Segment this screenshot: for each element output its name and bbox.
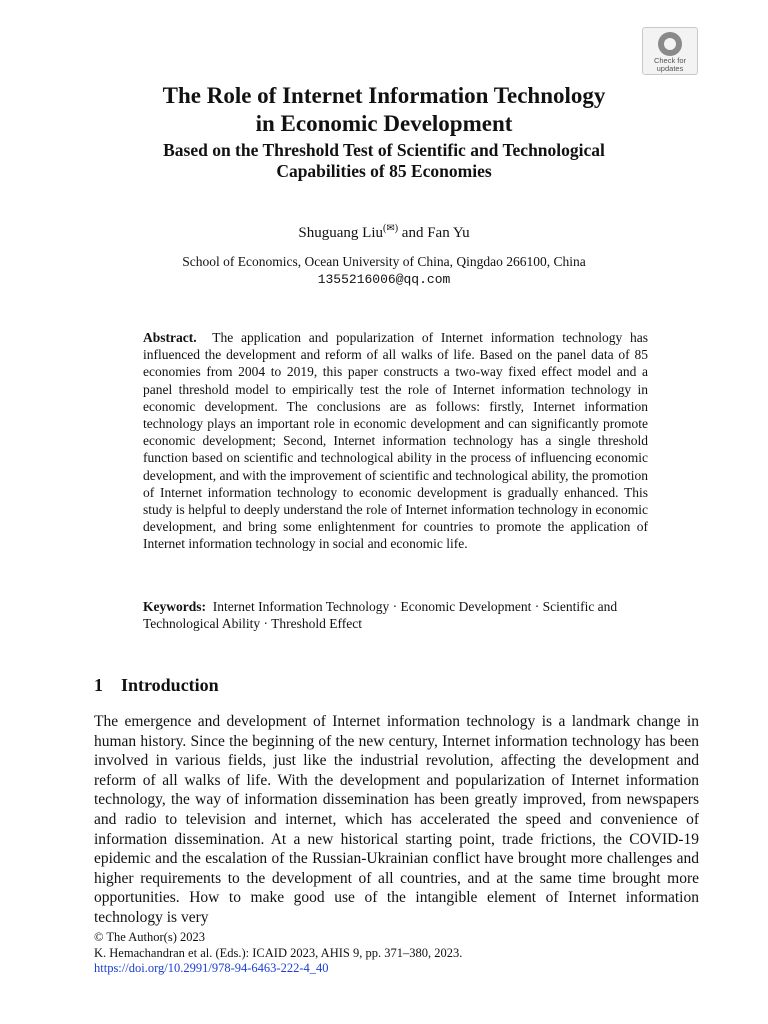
badge-line-1: Check for [653, 56, 687, 65]
doi-link[interactable]: https://doi.org/10.2991/978-94-6463-222-4_40 [94, 961, 329, 975]
check-for-updates-icon [658, 32, 682, 56]
paper-subtitle [60, 140, 708, 182]
abstract-label: Abstract. [143, 330, 197, 345]
author-list [60, 219, 708, 243]
paper-title [60, 82, 708, 138]
paper-subtitle-line-2: Capabilities of 85 Economies [276, 161, 492, 181]
section-title: Introduction [121, 675, 219, 695]
author-1: Shuguang Liu [298, 225, 383, 241]
copyright-notice: © The Author(s) 2023 [94, 930, 205, 944]
author-email[interactable]: 1355216006@qq.com [317, 272, 451, 287]
abstract [143, 329, 648, 553]
section-number: 1 [94, 675, 103, 695]
section-heading-introduction [94, 674, 219, 696]
introduction-paragraph: The emergence and development of Internet information technology is a landmark change in human history. Since the beginning of the new century, Internet information technology has been involved in various fields, just like the industrial revolution, affecting the development and reform of all walks of life. With the development and popularization of Internet information technology, the way of information dissemination has been greatly improved, from newspapers and radio to television and internet, which has accelerated the speed and convenience of information dissemination. At a new historical starting point, trade frictions, the COVID-19 epidemic and the escalation of the Russian-Ukrainian conflict have brought more challenges and higher requirements to the development of all countries, and at the same time brought more opportunities. How to make good use of the intangible element of Internet information technology is very [94, 713, 699, 926]
abstract-text: The application and popularization of Internet information technology has influenced the development and reform of all walks of life. Based on the panel data of 85 economies from 2004 to 2019, this paper constructs a two-way fixed effect model and a panel threshold model to empirically test the role of Internet information technology in economic development. The conclusions are as follows: firstly, Internet information technology plays an important role in economic development and can significantly promote economic development; Second, Internet information technology has a single threshold function based on scientific and technological ability in the process of influencing economic development, and with the improvement of scientific and technological ability, the promotion of Internet information technology to economic development is gradually enhanced. This study is helpful to deeply understand the role of Internet information technology in economic development, and bring some enlightenment for countries to promote the application of Internet information technology in social and economic life. [143, 330, 649, 552]
check-for-updates-badge[interactable] [642, 27, 698, 75]
corresponding-author-mark: (✉) [383, 223, 399, 234]
author-2: Fan Yu [427, 225, 470, 241]
author-connector: and [398, 225, 428, 241]
paper-subtitle-line-1: Based on the Threshold Test of Scientific and Technological [163, 140, 605, 160]
citation-line: K. Hemachandran et al. (Eds.): ICAID 2023, AHIS 9, pp. 371–380, 2023. [94, 945, 463, 960]
footer [94, 930, 462, 977]
paper-title-line-2: in Economic Development [255, 111, 513, 136]
paper-title-line-1: The Role of Internet Information Technology [162, 83, 606, 108]
affiliation: School of Economics, Ocean University of China, Qingdao 266100, China [182, 254, 586, 269]
keywords-text: Internet Information Technology · Economic Development · Scientific and Technological Ability · Threshold Effect [143, 599, 618, 632]
keywords-label: Keywords: [143, 599, 206, 614]
keywords [143, 598, 648, 632]
badge-line-2: updates [656, 64, 684, 73]
